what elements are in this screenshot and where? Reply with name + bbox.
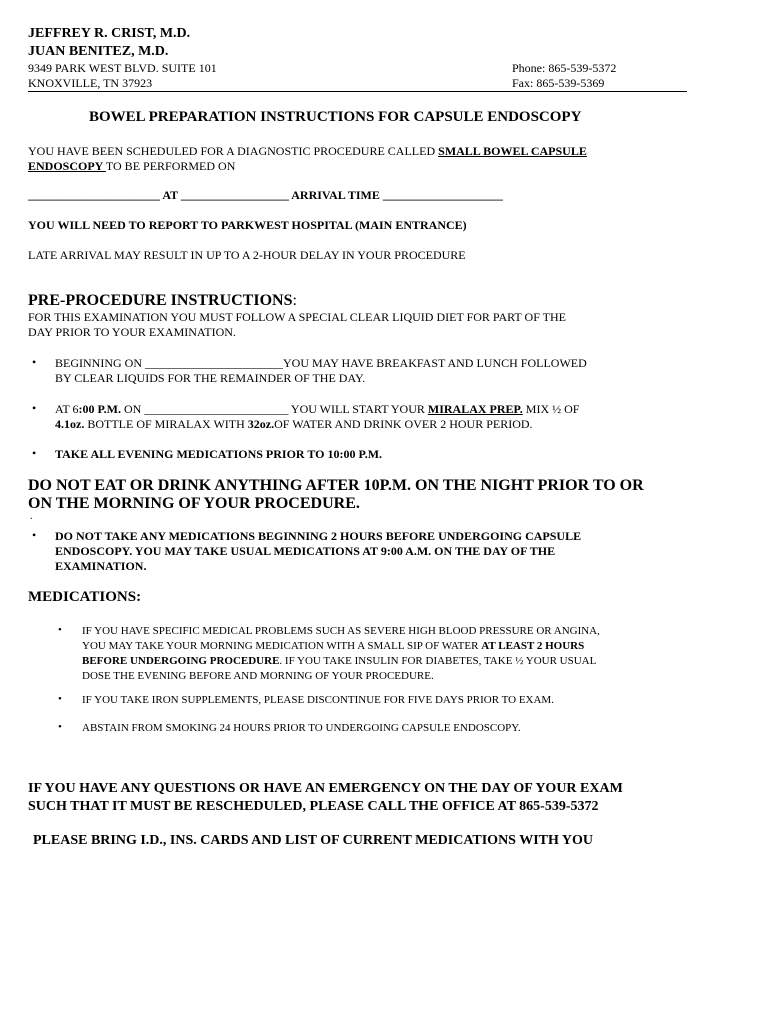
schedule-line [28, 188, 503, 203]
bullet-icon: • [58, 693, 62, 705]
bullet-icon: • [32, 528, 37, 542]
arrival-label: ARRIVAL TIME [291, 188, 380, 202]
diet-instruction-1: BEGINNING ON _______________________YOU MAY HAVE BREAKFAST AND LUNCH FOLLOWED [55, 356, 587, 370]
fasting-warning-2: ON THE MORNING OF YOUR PROCEDURE. [28, 495, 360, 512]
med-note-bold-2: BEFORE UNDERGOING PROCEDURE [82, 655, 280, 667]
questions-line-1: IF YOU HAVE ANY QUESTIONS OR HAVE AN EMERGENCY ON THE DAY OF YOUR EXAM [28, 781, 623, 796]
iron-supplement-note: IF YOU TAKE IRON SUPPLEMENTS, PLEASE DISCONTINUE FOR FIVE DAYS PRIOR TO EXAM. [82, 694, 554, 706]
miralax-text-2: BOTTLE OF MIRALAX WITH [84, 417, 248, 431]
evening-meds-instruction: TAKE ALL EVENING MEDICATIONS PRIOR TO 10:00 P.M. [55, 447, 383, 461]
water-amount: 32oz. [247, 417, 275, 431]
address-line-1: 9349 PARK WEST BLVD. SUITE 101 [28, 61, 217, 75]
phone-number: Phone: 865-539-5372 [512, 61, 617, 75]
no-meds-instruction-1: DO NOT TAKE ANY MEDICATIONS BEGINNING 2 HOURS BEFORE UNDERGOING CAPSULE [55, 529, 582, 543]
late-arrival-note: LATE ARRIVAL MAY RESULT IN UP TO A 2-HOUR DELAY IN YOUR PROCEDURE [28, 248, 466, 262]
miralax-prep: MIRALAX PREP. [427, 402, 523, 416]
intro-text-2: TO BE PERFORMED ON [105, 159, 236, 173]
preproc-heading [28, 292, 297, 310]
date-blank: ______________________ [28, 188, 160, 202]
miralax-text: ON ________________________ YOU WILL START YOUR [121, 402, 428, 416]
miralax-text-3: OF WATER AND DRINK OVER 2 HOUR PERIOD. [274, 417, 533, 431]
procedure-name: SMALL BOWEL CAPSULE [438, 144, 587, 158]
miralax-amount: 4.1oz. [55, 417, 85, 431]
med-note-1-line-1: IF YOU HAVE SPECIFIC MEDICAL PROBLEMS SUCH AS SEVERE HIGH BLOOD PRESSURE OR ANGINA, [82, 625, 600, 637]
preproc-heading-text: PRE-PROCEDURE INSTRUCTIONS [28, 292, 293, 309]
med-note-insulin: . IF YOU TAKE INSULIN FOR DIABETES, TAKE ½ YOUR USUAL [279, 655, 597, 667]
header-divider [28, 91, 687, 92]
miralax-time-b: :00 P.M. [78, 402, 122, 416]
at-label: AT [162, 188, 178, 202]
page-title: BOWEL PREPARATION INSTRUCTIONS FOR CAPSULE ENDOSCOPY [89, 109, 582, 125]
miralax-time-a: AT 6 [55, 402, 79, 416]
miralax-instruction-2 [55, 417, 533, 432]
arrival-blank: ____________________ [382, 188, 503, 202]
diet-instruction-2: BY CLEAR LIQUIDS FOR THE REMAINDER OF THE DAY. [55, 371, 366, 385]
miralax-instruction-1 [55, 402, 579, 417]
med-note-1-line-3 [82, 655, 596, 667]
smoking-note: ABSTAIN FROM SMOKING 24 HOURS PRIOR TO UNDERGOING CAPSULE ENDOSCOPY. [82, 722, 521, 734]
doctor-name-2: JUAN BENITEZ, M.D. [28, 44, 169, 59]
stray-period: . [30, 511, 33, 522]
medications-heading: MEDICATIONS: [28, 589, 142, 605]
bullet-icon: • [58, 721, 62, 733]
intro-line-2 [28, 159, 235, 174]
questions-line-2: SUCH THAT IT MUST BE RESCHEDULED, PLEASE CALL THE OFFICE AT 865-539-5372 [28, 799, 599, 814]
fax-number: Fax: 865-539-5369 [512, 76, 605, 90]
intro-text: YOU HAVE BEEN SCHEDULED FOR A DIAGNOSTIC PROCEDURE CALLED [28, 144, 439, 158]
procedure-name-cont: ENDOSCOPY [28, 159, 106, 173]
intro-line-1 [28, 144, 587, 159]
preproc-text-1: FOR THIS EXAMINATION YOU MUST FOLLOW A SPECIAL CLEAR LIQUID DIET FOR PART OF THE [28, 310, 566, 324]
med-note-text: YOU MAY TAKE YOUR MORNING MEDICATION WITH A SMALL SIP OF WATER [82, 640, 482, 652]
med-note-bold: AT LEAST 2 HOURS [481, 640, 585, 652]
report-location: YOU WILL NEED TO REPORT TO PARKWEST HOSPITAL (MAIN ENTRANCE) [28, 218, 467, 232]
med-note-1-line-4: DOSE THE EVENING BEFORE AND MORNING OF YOUR PROCEDURE. [82, 670, 434, 682]
med-note-1-line-2 [82, 640, 584, 652]
miralax-mix: MIX ½ OF [522, 402, 580, 416]
fasting-warning-1: DO NOT EAT OR DRINK ANYTHING AFTER 10P.M. ON THE NIGHT PRIOR TO OR [28, 477, 644, 494]
bring-items-note: PLEASE BRING I.D., INS. CARDS AND LIST OF CURRENT MEDICATIONS WITH YOU [33, 833, 593, 848]
preproc-text-2: DAY PRIOR TO YOUR EXAMINATION. [28, 325, 236, 339]
bullet-icon: • [32, 446, 37, 460]
bullet-icon: • [32, 401, 37, 415]
address-line-2: KNOXVILLE, TN 37923 [28, 76, 153, 90]
bullet-icon: • [32, 355, 37, 369]
time-blank: __________________ [180, 188, 289, 202]
doctor-name-1: JEFFREY R. CRIST, M.D. [28, 26, 191, 41]
no-meds-instruction-3: EXAMINATION. [55, 559, 147, 573]
preproc-colon: : [292, 292, 297, 309]
no-meds-instruction-2: ENDOSCOPY. YOU MAY TAKE USUAL MEDICATIONS AT 9:00 A.M. ON THE DAY OF THE [55, 544, 556, 558]
bullet-icon: • [58, 624, 62, 636]
